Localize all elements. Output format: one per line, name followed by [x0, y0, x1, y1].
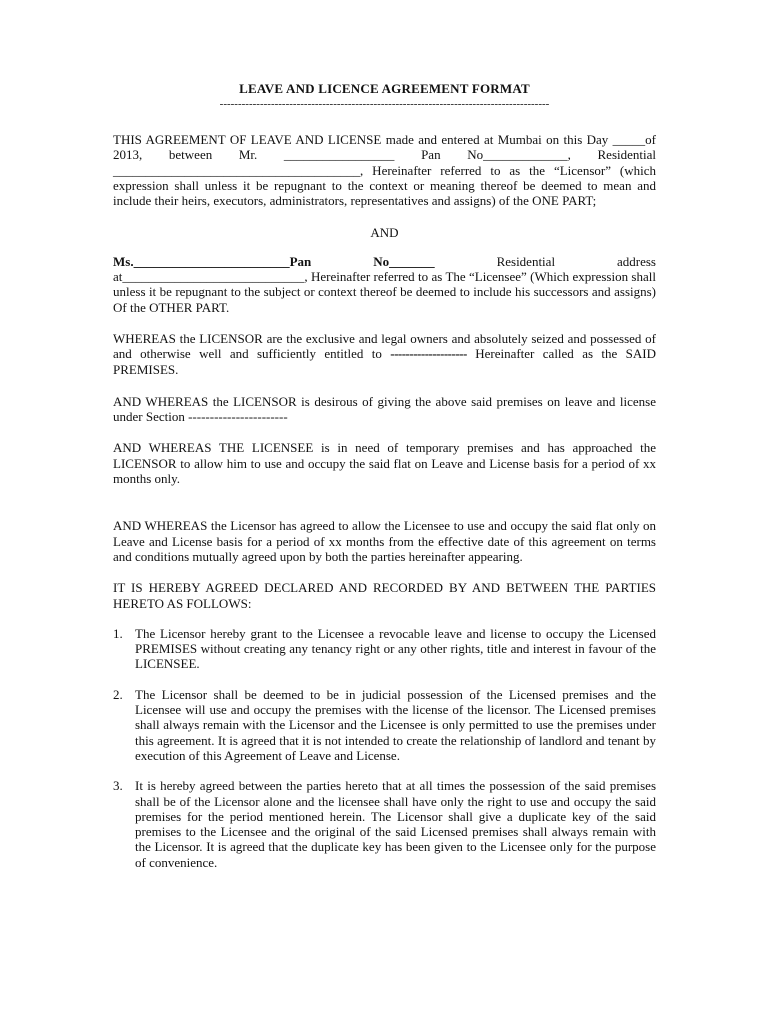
licensee-paragraph [113, 254, 656, 315]
term-number: 2. [113, 686, 123, 702]
term-item [113, 626, 656, 672]
whereas-need-paragraph: AND WHEREAS THE LICENSEE is in need of temporary premises and has approached the LICENSOR to allow him to use and occupy the said flat on Leave and License basis for a period of xx months only. [113, 440, 656, 487]
and-separator: AND [370, 225, 399, 241]
title-underline: ------------------------------------------------------------------------------------------ [219, 98, 550, 110]
declaration-paragraph: IT IS HEREBY AGREED DECLARED AND RECORDED BY AND BETWEEN THE PARTIES HERETO AS FOLLOWS: [113, 580, 656, 611]
licensee-pan-label: Pan No_______ [289, 253, 435, 269]
term-item [113, 778, 656, 870]
term-text: The Licensor hereby grant to the Licensee a revocable leave and license to occupy the Licensed PREMISES without creating any tenancy right or any other rights, title and interest in favour of the LICENSEE. [135, 625, 656, 672]
intro-paragraph: THIS AGREEMENT OF LEAVE AND LICENSE made and entered at Mumbai on this Day _____of 2013, between Mr. _________________ Pan No_____________, Residential ______________________________________, Hereinafter referred to as the “Licensor” (which expression shall unless it be repugnant to the context or meaning thereof be deemed to mean and include their heirs, executors, administrators, representatives and assigns) of the ONE PART; [113, 132, 656, 209]
term-text: It is hereby agreed between the parties hereto that at all times the possession of the said premises shall be of the Licensor alone and the licensee shall have only the right to use and occupy the said premises for the period mentioned herein. The Licensor shall give a duplicate key of the said premises to the Licensee and the original of the said Licensed premises shall always remain with the Licensor. It is agreed that the duplicate key has been given to the Licensee only for the purpose of convenience. [135, 778, 656, 870]
term-item [113, 687, 656, 763]
whereas-agreed-paragraph: AND WHEREAS the Licensor has agreed to allow the Licensee to use and occupy the said flat only on Leave and License basis for a period of xx months from the effective date of this agreement on terms and conditions mutually agreed upon by both the parties hereinafter appearing. [113, 518, 656, 564]
licensee-details: Residential address at____________________________, Hereinafter referred to as The “Licensee” (Which expression shall unless it be repugnant to the subject or context thereof be deemed to include his successors and assigns) Of the OTHER PART. [113, 253, 656, 315]
term-text: The Licensor shall be deemed to be in judicial possession of the Licensed premises and the Licensee will use and occupy the premises with the license of the licensor. The Licensed premises shall always remain with the Licensor and the Licensee is only permitted to use the premises under this agreement. It is agreed that it is not intended to create the relationship of landlord and tenant by execution of this Agreement of Leave and License. [135, 686, 656, 763]
premises-blank: -------------------- [390, 346, 467, 362]
whereas-ownership-text: WHEREAS the LICENSOR are the exclusive and legal owners and absolutely seized and possessed of and otherwise well and sufficiently entitled to [113, 330, 656, 362]
term-number: 3. [113, 778, 123, 794]
terms-list [113, 626, 656, 870]
whereas-ownership-paragraph [113, 331, 656, 377]
term-number: 1. [113, 625, 123, 641]
document-title: LEAVE AND LICENCE AGREEMENT FORMAT [239, 81, 530, 96]
whereas-desirous-paragraph: AND WHEREAS the LICENSOR is desirous of giving the above said premises on leave and license under Section ----------------------- [113, 393, 656, 425]
said-premises-text: Hereinafter called as the SAID PREMISES. [113, 346, 657, 377]
licensee-ms-label: Ms.________________________ [113, 253, 290, 269]
